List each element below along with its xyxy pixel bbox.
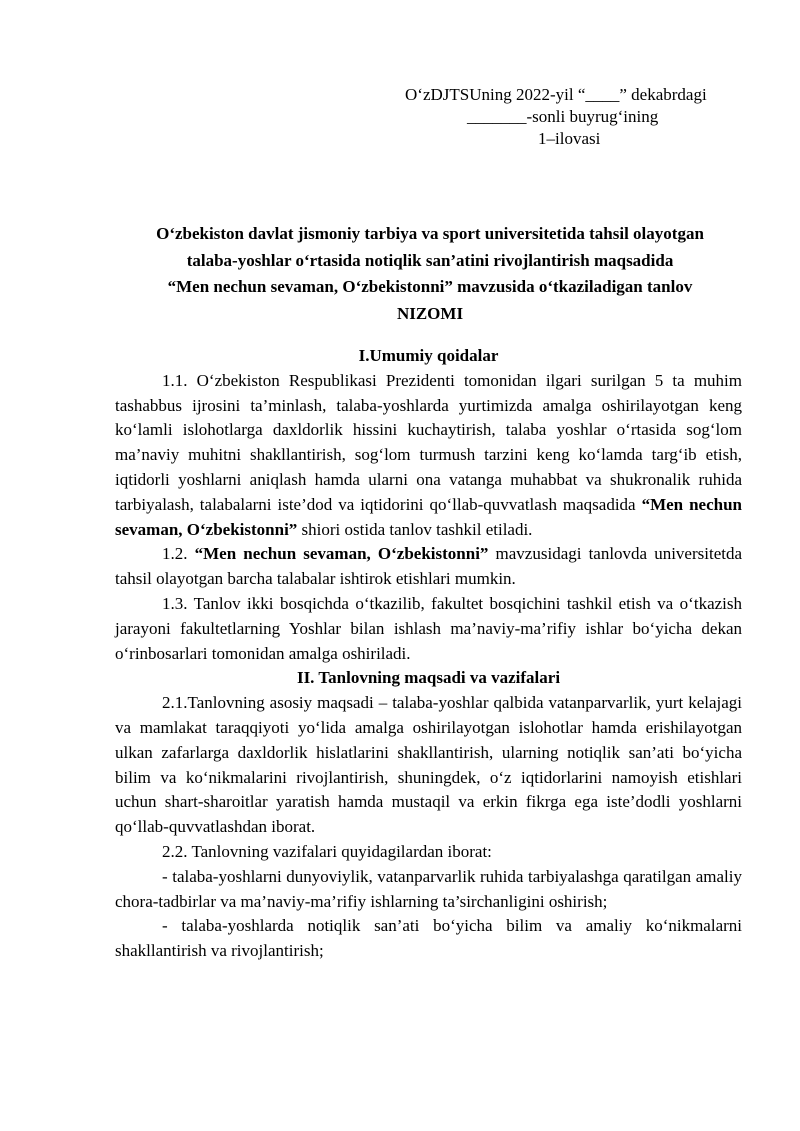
- title-line-1: O‘zbekiston davlat jismoniy tarbiya va sport universitetida tahsil olayotgan: [156, 224, 704, 243]
- list-item-2-2-a: - talaba-yoshlarni dunyoviylik, vatanparvarlik ruhida tarbiyalashga qaratilgan amaliy chora-tadbirlar va ma’naviy-ma’rifiy ishlarning ta’sirchanligini oshirish;: [115, 866, 742, 911]
- paragraph-2-2: 2.2. Tanlovning vazifalari quyidagilardan iborat:: [162, 841, 492, 861]
- contest-name-bold: “Men nechun sevaman, O‘zbekistonni”: [115, 494, 742, 539]
- document-title: [100, 221, 760, 327]
- section-2-heading: II. Tanlovning maqsadi va vazifalari: [296, 668, 561, 688]
- paragraph-1-2-end: mavzusidagi tanlovda universitetda tahsil olayotgan barcha talabalar ishtirok etishlari mumkin.: [115, 544, 743, 589]
- paragraph-1-1-text: 1.1. O‘zbekiston Respublikasi Prezidenti tomonidan ilgari surilgan 5 ta muhim tashabbus ijrosini ta’minlash, talaba-yoshlarda yurtimizda amalga oshirilayotgan keng ko‘lamli islohotlarga daxldorlik hissini kuchaytirish, talaba yoshlar o‘rtasida sog‘lom ma’naviy muhitni shakllantirish, sog‘lom turmush tarzini keng ko‘lamda targ‘ib etish, iqtidorli yoshlarni aniqlash hamda ularni ona vatanga muhabbat va shukronalik ruhida tarbiyalash, talabalarni iste’dod va iqtidorini qo‘llab-quvvatlash maqsadida: [115, 370, 742, 514]
- document-body: [115, 344, 742, 964]
- title-line-4: NIZOMI: [396, 303, 464, 323]
- section-1-heading: I.Umumiy qoidalar: [358, 346, 499, 365]
- paragraph-1-3: 1.3. Tanlov ikki bosqichda o‘tkazilib, fakultet bosqichini tashkil etish va o‘tkazish jarayoni fakultetlarning Yoshlar bilan ishlash ma’naviy-ma’rifiy ishlar bo‘yicha dekan o‘rinbosarlari tomonidan amalga oshiriladi.: [115, 593, 742, 663]
- paragraph-1-2: [115, 542, 742, 592]
- paragraph-1-1: [115, 369, 742, 543]
- annex-note-line-2: _______-sonli buyrug‘ining: [467, 107, 659, 126]
- paragraph-2-1: 2.1.Tanlovning asosiy maqsadi – talaba-yoshlar qalbida vatanparvarlik, yurt kelajagi va mamlakat taraqqiyoti yo‘lida amalga oshirilayotgan islohotlar hamda erishilayotgan ulkan zafarlarga daxldorlik hislatlarini shakllantirish, ularning notiqlik san’ati bo‘yicha bilim va ko‘nikmalarini rivojlantirish, shuningdek, o‘z iqtidorlarini namoyish etishlari uchun shart-sharoitlar yaratish hamda mustaqil va erkin fikrga ega iste’dodli yoshlarni qo‘llab-quvvatlashdan iborat.: [115, 693, 742, 837]
- contest-name-bold: “Men nechun sevaman, O‘zbekistonni”: [194, 544, 489, 564]
- annex-note-line-1: O‘zDJTSUning 2022-yil “____” dekabrdagi: [405, 85, 707, 104]
- document-annex-note: [405, 84, 745, 150]
- annex-note-line-3: 1–ilovasi: [538, 129, 601, 148]
- list-item-2-2-b: - talaba-yoshlarda notiqlik san’ati bo‘yicha bilim va amaliy ko‘nikmalarni shakllantirish va rivojlantirish;: [115, 916, 742, 961]
- paragraph-1-2-start: 1.2.: [162, 544, 195, 564]
- paragraph-1-1-end: shiori ostida tanlov tashkil etiladi.: [297, 519, 533, 539]
- title-line-2: talaba-yoshlar o‘rtasida notiqlik san’atini rivojlantirish maqsadida: [186, 250, 674, 270]
- title-line-3: “Men nechun sevaman, O‘zbekistonni” mavzusida o‘tkaziladigan tanlov: [167, 277, 693, 296]
